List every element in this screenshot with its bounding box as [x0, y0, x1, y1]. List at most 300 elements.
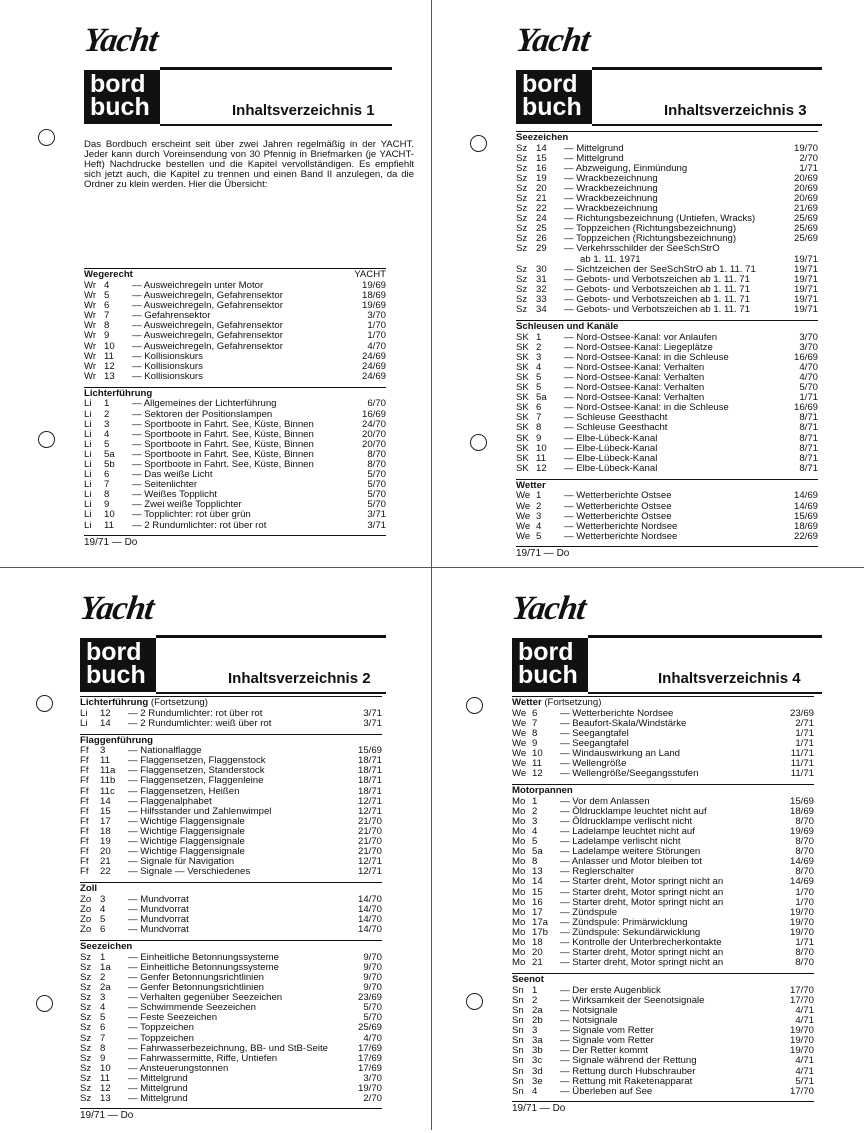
toc-row — [84, 399, 386, 409]
chapter-title: — Mundvorrat — [128, 904, 189, 915]
chapter-number: 5 — [536, 371, 542, 383]
issue-number: 3/71 — [367, 519, 386, 531]
issue-number: 21/70 — [357, 825, 382, 837]
issue-number: 8/70 — [795, 836, 814, 848]
chapter-number: 9 — [104, 499, 110, 511]
chapter-code: Sn — [512, 1015, 524, 1027]
issue-number: 14/69 — [793, 500, 818, 512]
issue-number: 6/70 — [367, 398, 386, 410]
chapter-number: 5 — [104, 438, 110, 450]
section-title: Seenot — [512, 974, 544, 986]
chapter-code: Mo — [512, 906, 526, 918]
issue-number: 1/71 — [795, 727, 814, 739]
issue-number: 5/70 — [363, 1012, 382, 1024]
section-title: Wetter — [512, 697, 542, 708]
toc-row — [512, 1036, 814, 1046]
issue-number: 18/71 — [357, 785, 382, 797]
issue-number: 12/71 — [357, 866, 382, 878]
chapter-code: Wr — [84, 340, 97, 352]
chapter-code: Li — [84, 479, 92, 491]
chapter-number: 8 — [532, 856, 538, 868]
issue-number: 24/69 — [361, 360, 386, 372]
chapter-number: 17a — [532, 916, 549, 928]
chapter-title: — Starter dreht, Motor springt nicht an — [560, 886, 724, 898]
chapter-number: 11 — [104, 350, 114, 362]
section-title: Zoll — [80, 883, 98, 895]
section-title: Seezeichen — [516, 132, 569, 143]
issue-number: 5/70 — [799, 382, 818, 394]
issue-number: 2/71 — [795, 717, 814, 729]
chapter-number: 29 — [536, 243, 547, 255]
toc-section — [84, 268, 386, 381]
chapter-code: Wr — [84, 300, 97, 312]
issue-number: 11/71 — [790, 747, 814, 759]
issue-number: 5/70 — [363, 1002, 382, 1014]
chapter-title: — Wichtige Flaggensignale — [128, 836, 245, 848]
chapter-code: Zo — [80, 904, 92, 915]
issue-number: 3/70 — [363, 1072, 382, 1084]
issue-number: 20/70 — [361, 438, 386, 450]
chapter-code: Ff — [80, 815, 89, 827]
chapter-code: Sn — [512, 1055, 524, 1067]
chapter-number: 3 — [104, 418, 110, 430]
header-rule — [592, 67, 822, 70]
issue-number: 19/71 — [793, 273, 818, 285]
issue-number: 8/70 — [795, 957, 814, 969]
section-heading — [80, 884, 382, 895]
chapter-code: Ff — [80, 765, 89, 777]
chapter-number: 8 — [536, 422, 542, 434]
chapter-title: — Nord-Ostsee-Kanal: Verhalten — [564, 392, 705, 404]
chapter-code: Zo — [80, 924, 92, 936]
chapter-code: Sz — [516, 172, 528, 184]
chapter-code: Sz — [80, 1093, 92, 1105]
toc-row — [516, 184, 818, 194]
chapter-code: Li — [84, 418, 92, 430]
chapter-title: — Sportboote in Fahrt. See, Küste, Binnen — [132, 438, 314, 450]
issue-number: 3/71 — [367, 509, 386, 521]
chapter-code: We — [512, 737, 527, 749]
chapter-code: Wr — [84, 350, 97, 362]
toc-row — [516, 444, 818, 454]
toc-row — [84, 352, 386, 362]
issue-number: 25/69 — [793, 223, 818, 235]
chapter-number: 14 — [100, 717, 111, 729]
chapter-title: — Ausweichregeln, Gefahrensektor — [132, 330, 283, 342]
toc-row — [512, 1087, 814, 1097]
issue-number: 19/70 — [357, 1083, 382, 1094]
chapter-code: Mo — [512, 876, 526, 888]
toc-row — [512, 1026, 814, 1036]
chapter-number: 3c — [532, 1055, 543, 1067]
chapter-number: 12 — [536, 462, 547, 474]
chapter-title: — Gefahrensektor — [132, 310, 211, 322]
issue-number: 24/69 — [361, 370, 386, 382]
issue-number: 23/69 — [789, 707, 814, 719]
punch-hole — [38, 431, 55, 448]
chapter-number: 5 — [536, 382, 542, 394]
toc-row — [512, 769, 814, 779]
issue-number: 15/69 — [357, 745, 382, 757]
chapter-code: Sz — [516, 273, 528, 285]
issue-number: 4/70 — [363, 1032, 382, 1044]
section-title-note: (Fortsetzung) — [150, 697, 208, 708]
chapter-number: 3 — [100, 745, 106, 757]
chapter-number: 12 — [100, 707, 111, 719]
issue-number: 14/69 — [789, 856, 814, 868]
chapter-title: — Sportboote in Fahrt. See, Küste, Binnen — [132, 458, 314, 470]
chapter-title: — Mittelgrund — [128, 1072, 188, 1084]
issue-number: 17/70 — [789, 1085, 814, 1097]
chapter-title: — Öldrucklampe verlischt nicht — [560, 815, 693, 827]
toc-row — [84, 480, 386, 490]
issue-number: 11/71 — [790, 768, 814, 780]
issue-number: 17/70 — [789, 984, 814, 996]
chapter-number: 8 — [104, 489, 110, 501]
issue-number: 8/71 — [799, 412, 818, 424]
chapter-number: 2 — [532, 805, 538, 817]
chapter-number: 3d — [532, 1065, 543, 1077]
issue-number: 1/70 — [367, 320, 386, 332]
toc-row — [80, 1074, 382, 1084]
issue-number: 8/70 — [795, 866, 814, 878]
chapter-code: We — [512, 717, 527, 729]
chapter-title: — Gebots- und Verbotszeichen ab 1. 11. 71 — [564, 304, 750, 315]
toc-row — [84, 521, 386, 531]
chapter-title: — Wichtige Flaggensignale — [128, 825, 245, 837]
chapter-code: Sz — [516, 182, 528, 194]
chapter-number: 9 — [536, 432, 542, 444]
toc-row — [512, 1006, 814, 1016]
chapter-code: We — [516, 530, 531, 542]
chapter-number: 4 — [100, 1002, 106, 1014]
chapter-code: Mo — [512, 805, 526, 817]
chapter-code: Sz — [516, 213, 528, 225]
section-heading — [512, 975, 814, 986]
chapter-number: 20 — [100, 846, 111, 858]
chapter-code: Sz — [516, 192, 528, 204]
chapter-number: 17b — [532, 926, 549, 938]
bordbuch-logo: bord buch — [80, 638, 156, 692]
chapter-number: 5 — [100, 914, 106, 926]
chapter-code: Mo — [512, 795, 526, 807]
toc-row — [84, 301, 386, 311]
chapter-title: — Nationalflagge — [128, 745, 202, 757]
issue-number: 1/70 — [795, 896, 814, 908]
chapter-title: — Der erste Augenblick — [560, 984, 661, 996]
chapter-code: Mo — [512, 896, 526, 908]
chapter-code: Mo — [512, 856, 526, 868]
chapter-title: — Fahrwassermitte, Riffe, Untiefen — [128, 1052, 278, 1064]
chapter-title: — Elbe-Lübeck-Kanal — [564, 452, 658, 464]
chapter-title: — Fahrwasserbezeichnung, BB- und StB-Seite — [128, 1042, 328, 1054]
chapter-code: Ff — [80, 825, 89, 837]
chapter-title: — Seegangtafel — [560, 737, 629, 749]
chapter-code: Sz — [516, 203, 528, 215]
toc-content — [512, 691, 814, 1114]
page-title: Inhaltsverzeichnis 3 — [664, 102, 807, 119]
issue-number: 12/71 — [357, 805, 382, 817]
chapter-code: Sn — [512, 994, 524, 1006]
chapter-title: — Wrackbezeichnung — [564, 182, 658, 194]
chapter-title: — Seegangtafel — [560, 727, 629, 739]
chapter-code: We — [516, 510, 531, 522]
chapter-title: — Elbe-Lübeck-Kanal — [564, 462, 658, 474]
toc-row — [516, 532, 818, 542]
chapter-title: — Sportboote in Fahrt. See, Küste, Binnen — [132, 418, 314, 430]
issue-number: 3/70 — [799, 331, 818, 343]
chapter-code: Li — [84, 489, 92, 501]
chapter-number: 5a — [532, 846, 543, 858]
footer-issue: 19/71 — Do — [80, 1108, 382, 1121]
chapter-title: — Genfer Betonnungsrichtlinien — [128, 971, 264, 983]
chapter-number: 3 — [536, 510, 542, 522]
chapter-title: — Wrackbezeichnung — [564, 203, 658, 215]
chapter-number: 2 — [536, 500, 542, 512]
issue-number: 8/71 — [799, 462, 818, 474]
issue-number: 19/70 — [789, 1025, 814, 1037]
chapter-code: Sn — [512, 1075, 524, 1087]
issue-number: 9/70 — [363, 961, 382, 973]
chapter-title: — Nord-Ostsee-Kanal: Liegeplätze — [564, 341, 713, 353]
chapter-title: — Signale für Navigation — [128, 856, 235, 868]
chapter-title: — Wetterberichte Ostsee — [564, 510, 672, 522]
chapter-code: Ff — [80, 805, 89, 817]
chapter-number: 5 — [532, 836, 538, 848]
chapter-code: Ff — [80, 755, 89, 767]
issue-number: 5/70 — [367, 469, 386, 481]
chapter-code: Li — [84, 499, 92, 511]
issue-number: 4/71 — [795, 1015, 814, 1027]
toc-row — [516, 305, 818, 315]
chapter-code: Ff — [80, 866, 89, 878]
chapter-title: — Mundvorrat — [128, 893, 189, 905]
punch-hole — [36, 995, 53, 1012]
chapter-title: — Ausweichregeln, Gefahrensektor — [132, 340, 283, 352]
chapter-title: — Mittelgrund — [564, 152, 624, 164]
chapter-code: Sz — [80, 982, 92, 994]
chapter-code: Li — [84, 509, 92, 521]
issue-number: 16/69 — [793, 351, 818, 363]
chapter-number: 3 — [532, 815, 538, 827]
chapter-code: We — [512, 727, 527, 739]
footer-issue: 19/71 — Do — [516, 546, 818, 559]
chapter-code: SK — [516, 331, 529, 343]
toc-row — [80, 915, 382, 925]
issue-number: 8/71 — [799, 422, 818, 434]
chapter-title: — Starter dreht, Motor springt nicht an — [560, 957, 724, 969]
issue-number: 1/70 — [367, 330, 386, 342]
chapter-title: — Der Retter kommt — [560, 1045, 648, 1057]
toc-row — [80, 719, 382, 729]
punch-hole — [470, 434, 487, 451]
chapter-title: — Flaggensetzen, Flaggenleine — [128, 775, 264, 787]
chapter-number: 34 — [536, 304, 547, 315]
issue-number: 1/71 — [799, 392, 818, 404]
chapter-number: 8 — [104, 320, 110, 332]
chapter-number: 7 — [100, 1032, 106, 1044]
punch-hole — [38, 129, 55, 146]
chapter-code: Sz — [80, 1042, 92, 1054]
chapter-code: SK — [516, 452, 529, 464]
chapter-number: 22 — [100, 866, 111, 878]
toc-row — [512, 958, 814, 968]
issue-number: 3/71 — [363, 707, 382, 719]
chapter-code: Li — [84, 469, 92, 481]
chapter-number: 15 — [100, 805, 111, 817]
chapter-title: — Notsignale — [560, 1015, 618, 1027]
issue-number: 20/69 — [793, 182, 818, 194]
chapter-title: — Seitenlichter — [132, 479, 198, 491]
chapter-number: 2 — [536, 341, 542, 353]
issue-number: 8/70 — [795, 947, 814, 959]
chapter-number: 4 — [536, 520, 542, 532]
chapter-code: Li — [84, 428, 92, 440]
chapter-title: — Einheitliche Betonnungssysteme — [128, 961, 279, 973]
chapter-number: 1 — [536, 331, 542, 343]
chapter-code: SK — [516, 422, 529, 434]
issue-number: 17/70 — [789, 994, 814, 1006]
toc-section — [80, 696, 382, 729]
chapter-title: — Das weiße Licht — [132, 469, 213, 481]
chapter-title: — Starter dreht, Motor springt nicht an — [560, 896, 724, 908]
chapter-code: Mo — [512, 916, 526, 928]
chapter-number: 3 — [100, 893, 106, 905]
chapter-number: 9 — [104, 330, 110, 342]
chapter-title: — Flaggensetzen, Standerstock — [128, 765, 265, 777]
chapter-title: — Wellengröße/Seegangsstufen — [560, 768, 699, 780]
chapter-title: — Reglerschalter — [560, 866, 635, 878]
chapter-title: — Toppzeichen — [128, 1032, 194, 1044]
toc-row — [512, 996, 814, 1006]
issue-number: 25/69 — [793, 213, 818, 225]
chapter-code: SK — [516, 361, 529, 373]
issue-number: 3/71 — [363, 717, 382, 729]
issue-number: 16/69 — [361, 408, 386, 420]
toc-row — [516, 423, 818, 433]
toc-row — [512, 898, 814, 908]
chapter-title: — Abzweigung, Einmündung — [564, 162, 688, 174]
toc-row — [84, 362, 386, 372]
chapter-title: — Nord-Ostsee-Kanal: vor Anlaufen — [564, 331, 718, 343]
chapter-number: 4 — [104, 428, 110, 440]
chapter-number: 5 — [100, 1012, 106, 1024]
chapter-title: — Wetterberichte Nordsee — [564, 530, 678, 542]
chapter-title: — Wrackbezeichnung — [564, 172, 658, 184]
issue-number: 14/69 — [793, 490, 818, 502]
chapter-title: — Zündspule: Primärwicklung — [560, 916, 688, 928]
chapter-code: SK — [516, 462, 529, 474]
page-3 — [432, 0, 862, 565]
chapter-code: Sz — [516, 243, 528, 255]
chapter-number: 6 — [100, 1022, 106, 1034]
chapter-number: 11b — [100, 775, 116, 787]
chapter-number: 1 — [100, 951, 106, 963]
chapter-title: — Mittelgrund — [128, 1093, 188, 1105]
issue-number: 4/71 — [795, 1055, 814, 1067]
chapter-number: 16 — [532, 896, 543, 908]
issue-number: 19/70 — [789, 1045, 814, 1057]
chapter-number: 10 — [104, 509, 115, 521]
chapter-title: — Toppzeichen — [128, 1022, 194, 1034]
chapter-number: 9 — [100, 1052, 106, 1064]
issue-number: 5/70 — [367, 489, 386, 501]
chapter-number: 1 — [532, 795, 538, 807]
issue-number: 19/70 — [789, 906, 814, 918]
chapter-title: — Elbe-Lübeck-Kanal — [564, 442, 658, 454]
chapter-number: 10 — [536, 442, 547, 454]
chapter-number: 30 — [536, 263, 547, 275]
toc-row — [80, 1054, 382, 1064]
chapter-number: 33 — [536, 293, 547, 305]
chapter-number: 6 — [104, 300, 110, 312]
chapter-number: 7 — [104, 479, 110, 491]
chapter-number: 14 — [100, 795, 111, 807]
chapter-code: Mo — [512, 825, 526, 837]
toc-row — [516, 434, 818, 444]
toc-row — [80, 925, 382, 935]
chapter-code: Sn — [512, 1004, 524, 1016]
chapter-number: 6 — [104, 469, 110, 481]
toc-row — [80, 787, 382, 797]
chapter-code: Mo — [512, 926, 526, 938]
chapter-code: Ff — [80, 745, 89, 757]
issue-number: 8/71 — [799, 432, 818, 444]
toc-row — [80, 867, 382, 877]
chapter-code: Ff — [80, 846, 89, 858]
chapter-code: Wr — [84, 310, 97, 322]
chapter-number: 2 — [104, 408, 110, 420]
chapter-title: — Nord-Ostsee-Kanal: Verhalten — [564, 371, 705, 383]
chapter-code: Mo — [512, 815, 526, 827]
chapter-title: — Wetterberichte Nordsee — [564, 520, 678, 532]
toc-row — [80, 1003, 382, 1013]
toc-row — [512, 1077, 814, 1087]
section-title: Flaggenführung — [80, 734, 154, 746]
chapter-code: Mo — [512, 947, 526, 959]
chapter-code: Sz — [80, 971, 92, 983]
toc-section — [80, 882, 382, 935]
chapter-number: 1 — [536, 490, 542, 502]
issue-number: 18/71 — [357, 755, 382, 767]
chapter-code: Wr — [84, 370, 97, 382]
section-heading — [80, 736, 382, 747]
chapter-number: 1 — [104, 398, 110, 410]
section-title: Schleusen und Kanäle — [516, 321, 619, 333]
chapter-number: 7 — [104, 310, 110, 322]
chapter-code: Sz — [516, 223, 528, 235]
issue-number: 24/69 — [361, 350, 386, 362]
toc-section — [516, 320, 818, 474]
chapter-number: 5a — [104, 448, 115, 460]
toc-row — [512, 1056, 814, 1066]
chapter-number: 3a — [532, 1035, 543, 1047]
issue-number: 18/71 — [357, 775, 382, 787]
chapter-title: — Richtungsbezeichnung (Untiefen, Wracks) — [564, 213, 756, 225]
chapter-title: — Ladelampe weitere Störungen — [560, 846, 701, 858]
chapter-code: SK — [516, 351, 529, 363]
chapter-title: — Toppzeichen (Richtungsbezeichnung) — [564, 223, 737, 235]
chapter-title: — Ansteuerungstonnen — [128, 1062, 229, 1074]
chapter-number: 13 — [532, 866, 543, 878]
chapter-code: Wr — [84, 330, 97, 342]
toc-row — [80, 1084, 382, 1094]
chapter-code: We — [512, 707, 527, 719]
issue-number: 19/71 — [793, 263, 818, 275]
section-heading — [512, 698, 814, 709]
chapter-title: — Sportboote in Fahrt. See, Küste, Binnen — [132, 428, 314, 440]
issue-number: 17/69 — [357, 1042, 382, 1054]
